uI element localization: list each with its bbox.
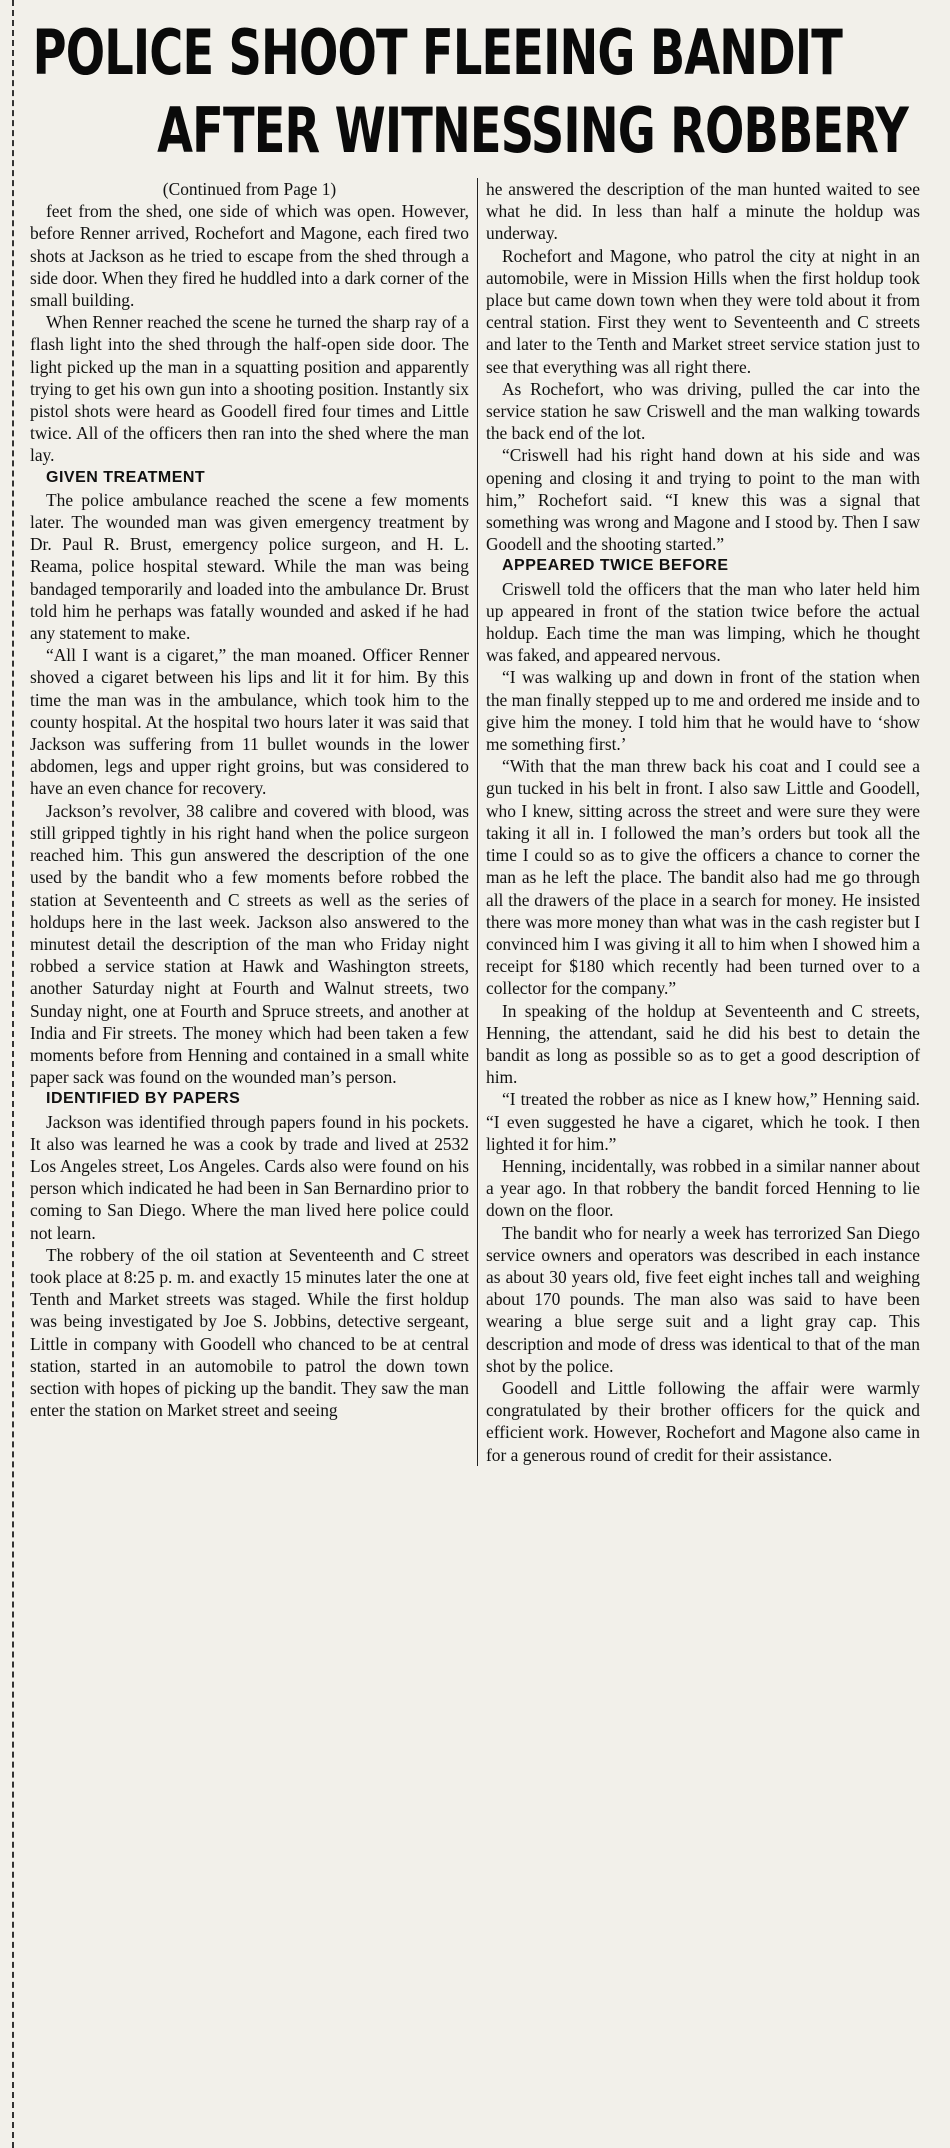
article-body [26,178,930,1466]
paragraph: “Criswell had his right hand down at his side and was opening and closing it and trying to point to the man with him,” Rochefort said. “I knew this was a signal that something was wrong and Magone and I stood by. Then I saw Goodell and the shooting started.” [486,445,920,555]
paragraph: “I was walking up and down in front of the station when the man finally stepped up to me and ordered me inside and to give him the money. I told him that he would have to ‘show me something first.’ [486,667,920,755]
paragraph: Jackson’s revolver, 38 calibre and covered with blood, was still gripped tightly in his right hand when the police surgeon reached him. This gun answered the description of the one used by the bandit who a few moments before robbed the station at Seventeenth and C streets as well as the series of holdups here in the last week. Jackson also answered to the minutest detail the description of the man who Friday night robbed a service station at Hawk and Washington streets, another Saturday night at Fourth and Walnut streets, two Sunday night, one at Fourth and Spruce streets, and another at India and Fir streets. The money which had been taken a few moments before from Henning and contained in a small white paper sack was found on the wounded man’s person. [30,800,469,1088]
paragraph: “I treated the robber as nice as I knew how,” Henning said. “I even suggested he have a cigaret, which he took. I then lighted it for him.” [486,1089,920,1154]
paragraph: The bandit who for nearly a week has terrorized San Diego service owners and operators was described in each instance as about 30 years old, five feet eight inches tall and weighing about 170 pounds. The man also was said to have been wearing a blue serge suit and a light gray cap. This description and mode of dress was identical to that of the man shot by the police. [486,1222,920,1376]
paragraph: As Rochefort, who was driving, pulled the car into the service station he saw Criswell and the man walking towards the back end of the lot. [486,378,920,444]
paragraph: When Renner reached the scene he turned the sharp ray of a flash light into the shed through the half-open side door. The light picked up the man in a squatting position and apparently trying to get his own gun into a shooting position. Instantly six pistol shots were heard as Goodell fired four times and Little twice. All of the officers then ran into the shed where the man lay. [30,312,469,466]
paragraph: Goodell and Little following the affair were warmly congratulated by their brother officers for the quick and efficient work. However, Rochefort and Magone also came in for a generous round of credit for their assistance. [486,1377,920,1465]
article-column-left [26,178,477,1466]
subheading: IDENTIFIED BY PAPERS [46,1090,241,1108]
column-border-left [12,0,14,2148]
continued-note: (Continued from Page 1) [162,179,337,199]
paragraph: The police ambulance reached the scene a few moments later. The wounded man was given emergency treatment by Dr. Paul R. Brust, emergency police surgeon, and H. L. Reama, police hospital steward. While the man was being bandaged temporarily and loaded into the ambulance Dr. Brust told him he perhaps was fatally wounded and asked if he had any statement to make. [30,489,469,644]
paragraph: “With that the man threw back his coat and I could see a gun tucked in his belt in front. I also saw Little and Goodell, who I knew, sitting across the street and were sure they were taking it all in. I followed the man’s orders but took all the time I could so as to give the officers a chance to corner the man as he left the place. The bandit also had me go through all the drawers of the place in a search for money. He insisted there was more money than what was in the cash register but I convinced him I was giving it all to him when I showed him a receipt for $180 which recently had been turned over to a collector for the company.” [486,756,920,999]
headline-line-1: POLICE SHOOT FLEEING BANDIT [32,16,842,89]
subheading: GIVEN TREATMENT [46,468,206,486]
paragraph: Jackson was identified through papers found in his pockets. It also was learned he was a cook by trade and lived at 2532 Los Angeles street, Los Angeles. Cards also were found on his person which indicated he had been in San Bernardino prior to coming to San Diego. Where the man lived here police could not learn. [30,1111,469,1243]
subheading: APPEARED TWICE BEFORE [502,557,729,575]
paragraph: Rochefort and Magone, who patrol the city at night in an automobile, were in Mission Hills when the first holdup took place but came down town when they were told about it from central station. First they went to Seventeenth and C streets and later to the Tenth and Market street service station just to see that everything was all right there. [486,245,920,377]
paragraph: The robbery of the oil station at Seventeenth and C street took place at 8:25 p. m. and exactly 15 minutes later the one at Tenth and Market streets was staged. While the first holdup was being investigated by Joe S. Jobbins, detective sergeant, Little in company with Goodell who chanced to be at central station, started in an automobile to patrol the down town section with hopes of picking up the bandit. They saw the man enter the station on Market street and seeing [30,1244,469,1421]
paragraph: feet from the shed, one side of which was open. However, before Renner arrived, Rochefort and Magone, each fired two shots at Jackson as he tried to escape from the shed through a side door. When they fired he huddled into a dark corner of the small building. [30,201,469,311]
paragraph: In speaking of the holdup at Seventeenth and C streets, Henning, the attendant, said he did his best to detain the bandit as long as possible so as to get a good description of him. [486,1000,920,1088]
paragraph: he answered the description of the man hunted waited to see what he did. In less than half a minute the holdup was underway. [486,179,920,244]
paragraph: “All I want is a cigaret,” the man moaned. Officer Renner shoved a cigaret between his lips and lit it for him. By this time the man was in the ambulance, which took him to the county hospital. At the hospital two hours later it was said that Jackson was suffering from 11 bullet wounds in the lower abdomen, legs and upper right groins, but was considered to have an even chance for recovery. [30,645,469,799]
article-column-right [477,178,928,1466]
headline-line-2: AFTER WITNESSING ROBBERY [157,94,908,167]
paragraph: Henning, incidentally, was robbed in a similar nanner about a year ago. In that robbery the bandit forced Henning to lie down on the floor. [486,1155,920,1221]
paragraph: Criswell told the officers that the man who later held him up appeared in front of the station twice before the actual holdup. Each time the man was limping, which he thought was faked, and appeared nervous. [486,578,920,666]
